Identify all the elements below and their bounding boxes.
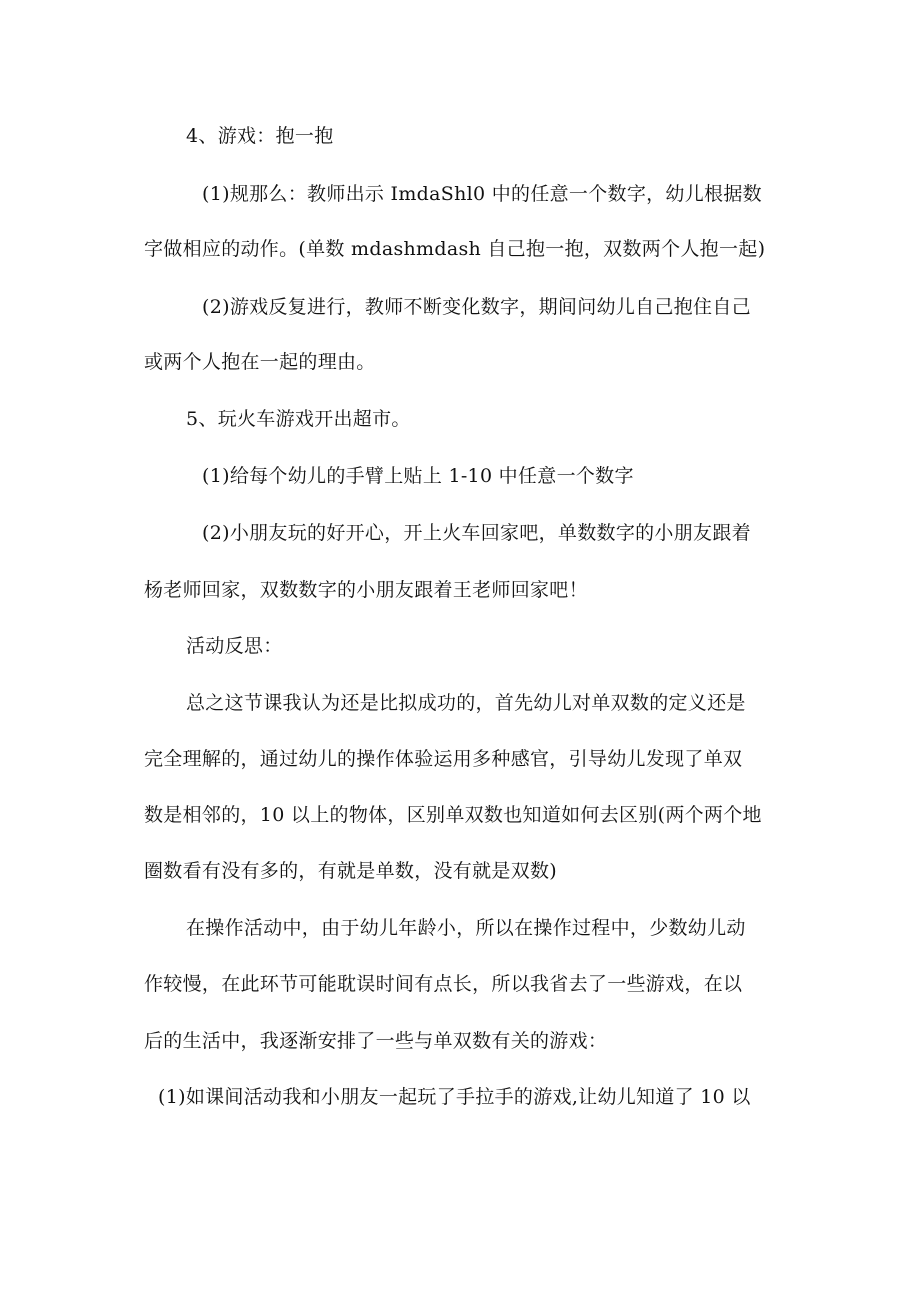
paragraph-line: (2)小朋友玩的好开心，开上火车回家吧，单数数字的小朋友跟着 <box>202 522 751 544</box>
paragraph-line: 杨老师回家，双数数字的小朋友跟着王老师回家吧！ <box>144 579 588 601</box>
paragraph-line: (1)规那么：教师出示 ImdaShl0 中的任意一个数字，幼儿根据数 <box>202 183 762 205</box>
paragraph-line: (2)游戏反复进行，教师不断变化数字，期间问幼儿自己抱住自己 <box>202 296 751 318</box>
paragraph-line: 在操作活动中，由于幼儿年龄小，所以在操作过程中，少数幼儿动 <box>186 917 746 939</box>
paragraph-line: 数是相邻的，10 以上的物体，区别单双数也知道如何去区别(两个两个地 <box>144 804 762 826</box>
paragraph-line: 圈数看有没有多的，有就是单数，没有就是双数) <box>144 860 558 882</box>
paragraph-line: 完全理解的，通过幼儿的操作体验运用多种感官，引导幼儿发现了单双 <box>144 748 743 770</box>
paragraph-line: 作较慢，在此环节可能耽误时间有点长，所以我省去了一些游戏，在以 <box>144 973 743 995</box>
section-heading-reflection: 活动反思： <box>186 635 283 657</box>
section-heading-train-game: 5、玩火车游戏开出超市。 <box>186 408 411 430</box>
paragraph-line: (1)给每个幼儿的手臂上贴上 1-10 中任意一个数字 <box>202 465 634 487</box>
section-heading-game-hug: 4、游戏：抱一抱 <box>186 125 334 147</box>
paragraph-line: 或两个人抱在一起的理由。 <box>144 351 376 373</box>
paragraph-line: 字做相应的动作。(单数 mdashmdash 自己抱一抱，双数两个人抱一起) <box>144 238 766 260</box>
paragraph-line: (1)如课间活动我和小朋友一起玩了手拉手的游戏,让幼儿知道了 10 以 <box>158 1086 751 1108</box>
paragraph-line: 后的生活中，我逐渐安排了一些与单双数有关的游戏： <box>144 1030 608 1052</box>
paragraph-line: 总之这节课我认为还是比拟成功的，首先幼儿对单双数的定义还是 <box>186 692 746 714</box>
